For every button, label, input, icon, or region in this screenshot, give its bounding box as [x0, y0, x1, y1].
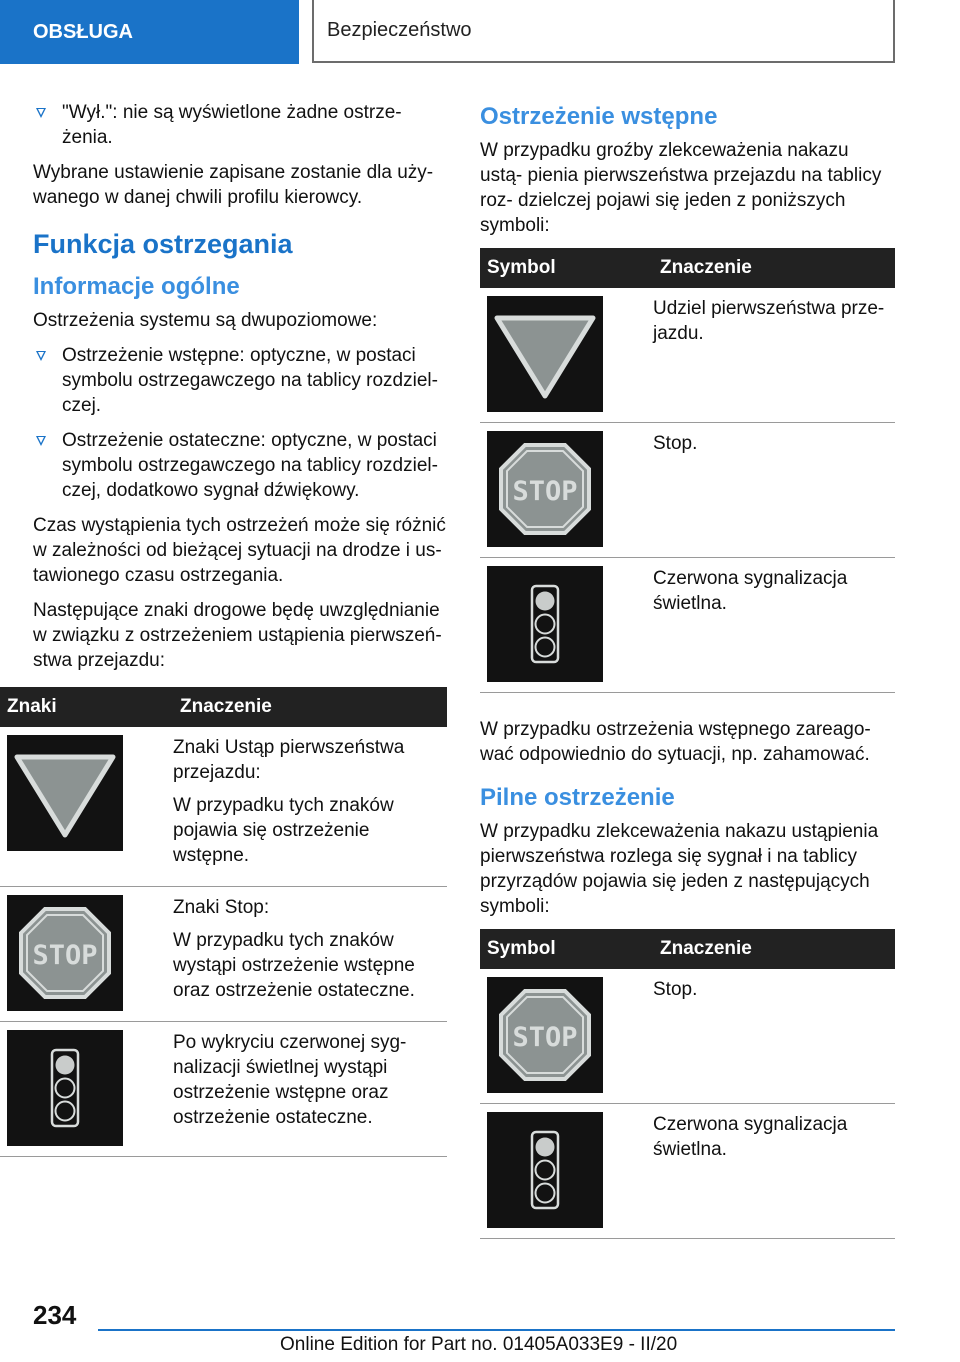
- table-header-meaning: Znaczenie: [173, 687, 447, 727]
- chapter-title: Bezpieczeństwo: [312, 0, 895, 63]
- cell-text: Znaki Ustąp pierwszeństwa przejazdu:: [173, 737, 405, 783]
- cell-text: Stop.: [653, 423, 895, 558]
- cell-text: Stop.: [653, 969, 895, 1104]
- heading-pre-warning: Ostrzeżenie wstępne: [480, 103, 718, 130]
- table-row: [480, 1104, 895, 1239]
- table-header-meaning: Znaczenie: [653, 929, 895, 969]
- table-row: [480, 969, 895, 1104]
- heading-urgent-warning: Pilne ostrzeżenie: [480, 784, 675, 811]
- page-number: 234: [33, 1300, 77, 1330]
- svg-text:STOP: STOP: [512, 1022, 578, 1053]
- signs-table: [0, 687, 447, 1157]
- cell-text: Czerwona sygnalizacja świetlna.: [653, 1104, 895, 1239]
- stop-sign-icon: [487, 977, 603, 1093]
- left-column: [7, 100, 447, 1173]
- table-header-symbol: Symbol: [480, 248, 653, 288]
- urgent-warning-symbols-table: [480, 929, 895, 1239]
- list-item: "Wył.": nie są wyświetlone żadne ostrze- żenia.: [33, 100, 447, 150]
- table-row: [480, 423, 895, 558]
- paragraph: W przypadku ostrzeżenia wstępnego zareago- wać odpowiednio do sytuacji, np. zahamować.: [480, 719, 871, 765]
- traffic-light-icon: [487, 1112, 603, 1228]
- footer-divider: [98, 1329, 895, 1331]
- stop-sign-icon: [487, 431, 603, 547]
- triangle-bullet-icon: [36, 436, 46, 446]
- traffic-light-icon: [7, 1030, 123, 1146]
- cell-text: Po wykryciu czerwonej syg- nalizacji świetlnej wystąpi ostrzeżenie wstępne oraz ostrzeżenie ostateczne.: [173, 1032, 407, 1128]
- paragraph: Ostrzeżenia systemu są dwupoziomowe:: [33, 310, 378, 331]
- heading-general-info: Informacje ogólne: [33, 273, 240, 300]
- svg-text:STOP: STOP: [512, 476, 578, 507]
- stop-sign-icon: [7, 895, 123, 1011]
- table-header-symbol: Symbol: [480, 929, 653, 969]
- edition-footer: Online Edition for Part no. 01405A033E9 - II/20: [280, 1334, 678, 1355]
- cell-text: Znaki Stop:: [173, 897, 270, 918]
- cell-text: Udziel pierwszeństwa prze- jazdu.: [653, 288, 895, 423]
- triangle-bullet-icon: [36, 351, 46, 361]
- cell-text: W przypadku tych znaków pojawia się ostrzeżenie wstępne.: [173, 795, 394, 866]
- traffic-light-icon: [487, 566, 603, 682]
- list-item: Ostrzeżenie ostateczne: optyczne, w postaci symbolu ostrzegawczego na tablicy rozdziel- czej, dodatkowo sygnał dźwiękowy.: [33, 428, 447, 503]
- cell-text: W przypadku tych znaków wystąpi ostrzeżenie wstępne oraz ostrzeżenie ostateczne.: [173, 930, 415, 1001]
- paragraph: Wybrane ustawienie zapisane zostanie dla uży- wanego w danej chwili profilu kierowcy.: [33, 162, 434, 208]
- heading-warning-function: Funkcja ostrzegania: [33, 229, 293, 259]
- paragraph: Czas wystąpienia tych ostrzeżeń może się różnić w zależności od bieżącej sytuacji na drodze i us- tawionego czasu ostrzegania.: [33, 515, 446, 586]
- paragraph: W przypadku groźby zlekceważenia nakazu ustą- pienia pierwszeństwa przejazdu na tablicy roz- dzielczej pojawi się jeden z poniższych symboli:: [480, 140, 882, 236]
- paragraph: Następujące znaki drogowe będę uwzględnianie w związku z ostrzeżeniem ustąpienia pierwszeń- stwa przejazdu:: [33, 600, 442, 671]
- table-header-meaning: Znaczenie: [653, 248, 895, 288]
- list-item: Ostrzeżenie wstępne: optyczne, w postaci symbolu ostrzegawczego na tablicy rozdziel- czej.: [33, 343, 447, 418]
- table-row: [0, 887, 447, 1022]
- table-row: [480, 288, 895, 423]
- triangle-bullet-icon: [36, 108, 46, 118]
- table-row: [480, 558, 895, 693]
- paragraph: W przypadku zlekceważenia nakazu ustąpienia pierwszeństwa rozlega się sygnał i na tablicy przyrządów pojawia się jeden z następujących symboli:: [480, 821, 879, 917]
- yield-sign-icon: [7, 735, 123, 851]
- section-tab[interactable]: OBSŁUGA: [0, 0, 299, 64]
- cell-text: Czerwona sygnalizacja świetlna.: [653, 558, 895, 693]
- table-row: [0, 1022, 447, 1157]
- yield-sign-icon: [487, 296, 603, 412]
- table-header-signs: Znaki: [0, 687, 173, 727]
- svg-text:STOP: STOP: [32, 940, 98, 971]
- pre-warning-symbols-table: [480, 248, 895, 693]
- table-row: [0, 727, 447, 887]
- right-column: [480, 102, 895, 1255]
